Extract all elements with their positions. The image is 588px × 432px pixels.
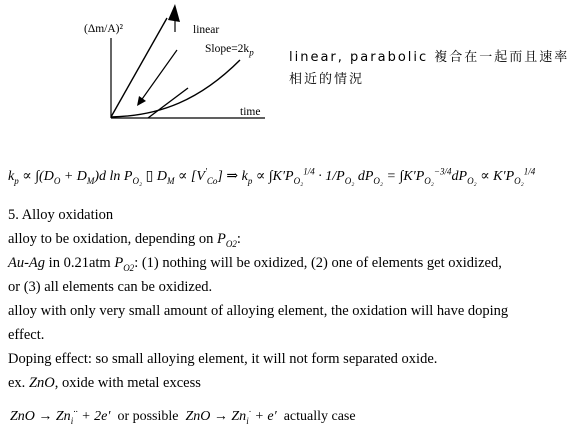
caption-line-1: linear, parabolic 複合在一起而且速率: [289, 50, 570, 65]
parabolic-curve: [111, 60, 240, 117]
slope-label: $Slope=2k_p$: [205, 43, 254, 58]
paragraph-1: alloy to be oxidation, depending on $P_{O2}$:: [8, 231, 241, 249]
paragraph-5: effect.: [8, 327, 45, 343]
paragraph-7: ex. ZnO, oxide with metal excess: [8, 375, 201, 391]
caption-line-2: 相近的情況: [289, 72, 365, 87]
paragraph-3: or (3) all elements can be oxidized.: [8, 279, 213, 295]
rate-constant-equation: $k_p \propto \int(D_O + D_M)d$ $\ln P_{O_2}$ ▯ $D_M \propto [V'_{Co}]$ ⇒ $k_p \propto \int K'P_{O_2}^{1/4} \cdot 1/P_{O_2}$ $dP_{O_2} = \int K'P_{O_2}^{-3/4}dP_{O_2} \propto K'P_{O_2}^{1/4}$: [8, 166, 536, 186]
linear-label: linear: [193, 24, 220, 36]
arrow-to-slope-head: [137, 96, 146, 106]
paragraph-2: Au-Ag in 0.21atm $P_{O2}$: (1) nothing will be oxidized, (2) one of elements get oxidized,: [8, 255, 502, 273]
x-axis-label: time: [240, 106, 261, 118]
y-axis-label: (Δm/A)²: [84, 23, 123, 35]
arrow-to-slope: [140, 50, 177, 102]
arrow-to-linear-head: [168, 4, 180, 22]
paragraph-4: alloy with only very small amount of alloying element, the oxidation will have doping: [8, 303, 509, 319]
zno-defect-equation: ZnO → $Zn_i^{\cdot\cdot} + 2e'$ or possible ZnO → $Zn_i^\cdot + e'$ actually case: [10, 406, 356, 426]
paragraph-6: Doping effect: so small alloying element, it will not form separated oxide.: [8, 351, 438, 367]
tangent-line: [148, 88, 188, 118]
section-heading: 5. Alloy oxidation: [8, 207, 114, 223]
